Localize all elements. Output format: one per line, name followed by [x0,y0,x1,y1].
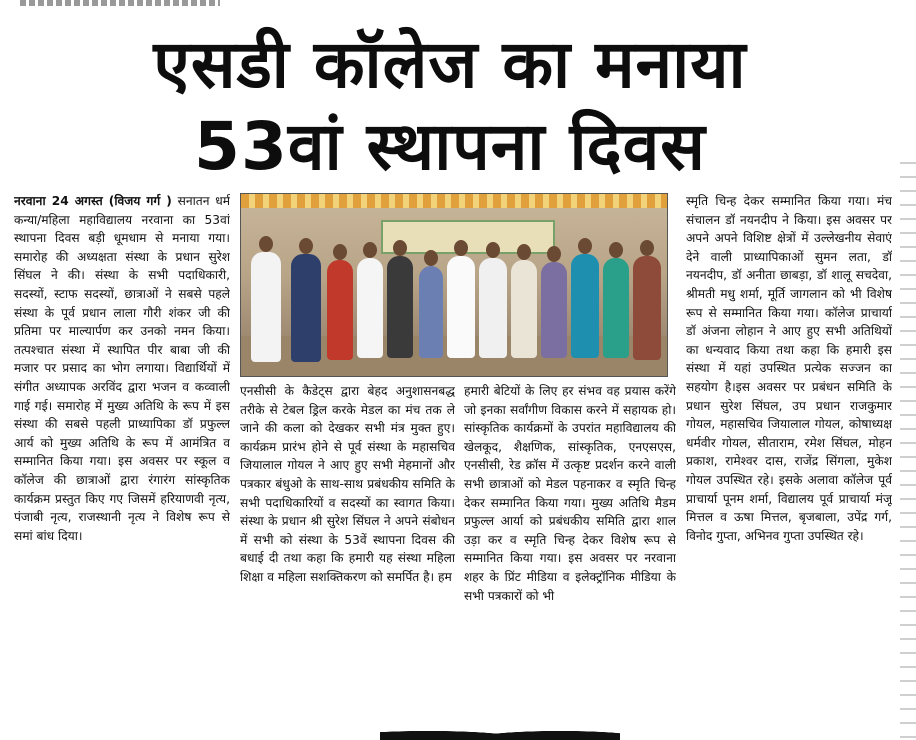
column-2-text: एनसीसी के कैडेट्स द्वारा बेहद अनुशासनबद्ध तरीके से टेबल ड्रिल करके मेडल का मंच तक ले जाने की कला को देखकर सभी मंत्र मुक्त हुए। कार्यक्रम प्रारंभ होने से पूर्व संस्था के महासचिव जियालाल गोयल ने आए हुए सभी मेहमानों और पत्रकार बंधुओ के साथ-साथ प्रबंधकीय समिति के सभी पदाधिकारियों व सदस्यों का स्वागत किया। संस्था के प्रधान श्री सुरेश सिंघल ने अपने संबोधन में सभी को संस्था के 53वें स्थापना दिवस की बधाई दी तथा कहा कि हमारी यह संस्था महिला शिक्षा व महिला सशक्तिकरण को समर्पित है। हम [240,384,455,584]
person-head [393,240,407,256]
person-head [454,240,468,256]
article-column-4 [686,192,892,738]
headline-line-1: एसडी कॉलेज का मनाया [153,26,747,103]
headline-line-2: 53वां स्थापना दिवस [194,108,706,185]
column-1-text: सनातन धर्म कन्या/महिला महाविद्यालय नरवाना का 53वां स्थापना दिवस बड़ी धूमधाम से मनाया गया। समारोह की अध्यक्षता संस्था के प्रधान सुरेश सिंघल ने की। संस्था के सभी पदाधिकारी, सदस्यों, स्टाफ सदस्यों, छात्राओं ने सबसे पहले संस्था के पूर्व प्रधान लाला गौरी शंकर जी की प्रतिमा पर माल्यार्पण कर उनको नमन किया। तत्पश्चात संस्था में स्थापित पीर बाबा जी की मजार पर प्रसाद का भोग लगाया। विद्यार्थियों में संगीत अध्यापक अरविंद द्वारा भजन व कव्वाली गाई गई। समारोह में मुख्य अतिथि के रूप में इस संस्था की सबसे पहली प्राध्यापिका डॉ प्रफुल्ल आर्य को मुख्य अतिथि के रूप में आमंत्रित व सम्मानित किया गया। इस अवसर पर स्कूल व कॉलेज की छात्राओं द्वारा रंगारंग सांस्कृतिक कार्यक्रम प्रस्तुत किए गए जिसमें हरियाणवी नृत्य, पंजाबी नृत्य, राजस्थानी नृत्य ने विशेष रूप से समां बांध दिया। [14,194,230,543]
article-column-3 [464,382,676,738]
previous-article-fragment [20,0,220,6]
next-headline-fragment [380,722,620,740]
person-figure [633,256,661,360]
person-figure [291,254,321,362]
dateline: नरवाना 24 अगस्त (विजय गर्ग ) [14,194,172,208]
article-column-1 [14,192,230,738]
person-figure [387,256,413,358]
column-3-text: हमारी बेटियों के लिए हर संभव वह प्रयास करेंगे जो इनका सर्वांगीण विकास करने में सहायक हो। सांस्कृतिक कार्यक्रमों के उपरांत महाविद्यालय की खेलकूद, शैक्षणिक, सांस्कृतिक, एनएसएस, एनसीसी, रेड क्रॉस में उत्कृष्ट प्रदर्शन करने वाली सभी छात्राओं को मेडल पहनाकर व स्मृति चिन्ह देकर सम्मानित किया गया। मुख्य अतिथि मैडम प्रफुल्ल आर्या को प्रबंधकीय समिति द्वारा शाल उड़ा कर व स्मृति चिन्ह देकर विशेष रूप से सम्मानित किया गया। इस अवसर पर नरवाना शहर के प्रिंट मीडिया व इलेक्ट्रॉनिक मीडिया के सभी पत्रकारों को भी [464,384,676,603]
person-head [517,244,531,260]
person-head [640,240,654,256]
person-head [363,242,377,258]
person-figure [571,254,599,358]
person-figure [479,258,507,358]
person-head [424,250,438,266]
person-head [259,236,273,252]
person-head [299,238,313,254]
person-figure [357,258,383,358]
person-head [333,244,347,260]
person-figure [251,252,281,362]
adjacent-column-fragment [900,150,916,740]
person-head [578,238,592,254]
person-head [486,242,500,258]
person-figure [447,256,475,358]
person-head [609,242,623,258]
flower-decoration [241,194,667,208]
column-4-text: स्मृति चिन्ह देकर सम्मानित किया गया। मंच संचालन डॉ नयनदीप ने किया। इस अवसर पर अपने अपने विशिष्ट क्षेत्रों में उल्लेखनीय सेवाएं देने वाली प्राध्यापिकाओं सुमन लता, डॉ नयनदीप, डॉ अनीता छाबड़ा, डॉ शालू सचदेवा, श्रीमती मधु शर्मा, मूर्ति जागलान को भी विशेष रूप से सम्मानित किया गया। कॉलेज प्राचार्या डॉ अंजना लोहान ने आए हुए सभी अतिथियों का धन्यवाद किया तथा कहा कि हमारी इस संस्था में यहां उपस्थित प्रत्येक सज्जन का सहयोग है।इस अवसर पर प्रबंधन समिति के प्रधान सुरेश सिंघल, उप प्रधान राजकुमार गोयल, महासचिव जियालाल गोयल, कोषाध्यक्ष धर्मवीर गोयल, सीताराम, रमेश सिंघल, मोहन प्रकाश, रामेश्वर दास, राजेंद्र सिंगला, मुकेश गोयल उपस्थित रहे। इसके अलावा कॉलेज पूर्व प्राचार्या पूनम शर्मा, विद्यालय पूर्व प्राचार्या मंजू मित्तल व ऊषा मित्तल, बृजबाला, उपेंद्र गर्ग, विनोद गुप्ता, अभिनव गुप्ता उपस्थित रहे। [686,194,892,543]
person-figure [603,258,629,358]
article-column-2 [240,382,455,738]
person-figure [541,262,567,358]
event-photo [240,193,668,377]
person-figure [327,260,353,360]
person-figure [511,260,537,358]
person-figure [419,266,443,358]
person-head [547,246,561,262]
